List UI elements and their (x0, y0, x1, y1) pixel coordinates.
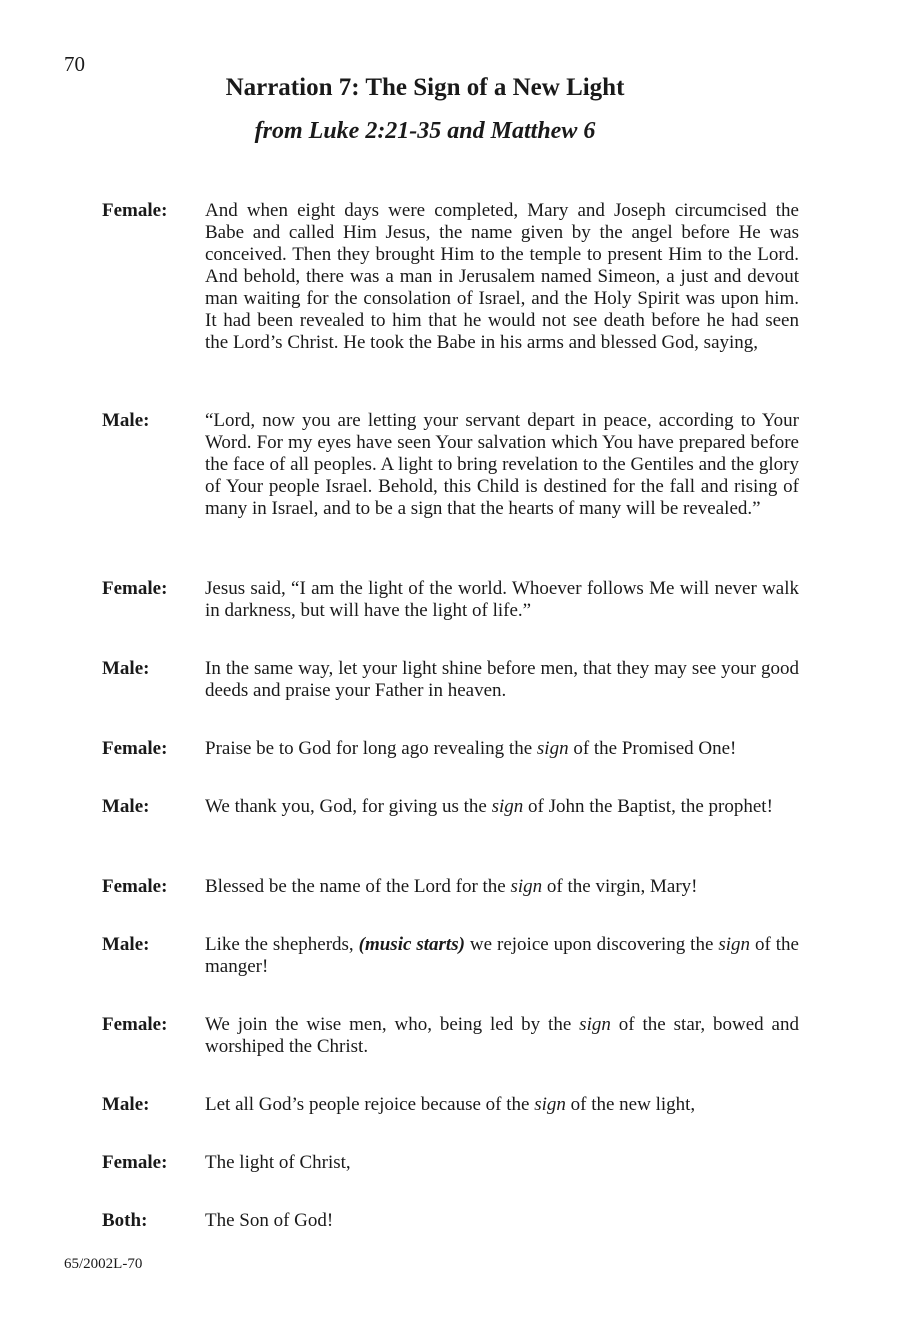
emphasis: sign (718, 934, 751, 955)
text-run: we rejoice upon discovering the (464, 934, 719, 955)
text-run: We join the wise men, who, being led by the (205, 1014, 580, 1035)
text-run: The Son of God! (205, 1210, 334, 1231)
speaker-label: Male: (102, 658, 150, 679)
emphasis: sign (536, 738, 569, 759)
text-run: of the Promised One! (568, 738, 737, 759)
dialogue-text (205, 578, 799, 622)
text-run: of the manger! (205, 934, 799, 977)
text-run: of John the Baptist, the prophet! (523, 796, 773, 817)
page-title: Narration 7: The Sign of a New Light (225, 74, 625, 101)
emphasis: sign (491, 796, 524, 817)
text-run: “Lord, now you are letting your servant depart in peace, according to Your Word. For my eyes have seen Your salvation which You have prepared before the face of all peoples. A light to bring revelation to the Gentiles and the glory of Your people Israel. Behold, this Child is destined for the fall and rising of many in Israel, and to be a sign that the hearts of many will be revealed.” (205, 410, 799, 519)
speaker-label: Female: (102, 1152, 168, 1173)
emphasis: sign (510, 876, 543, 897)
dialogue-text (205, 796, 799, 818)
dialogue-text (205, 200, 799, 354)
dialogue-text (205, 1014, 799, 1058)
speaker-label: Male: (102, 796, 150, 817)
speaker-label: Female: (102, 738, 168, 759)
text-run: Blessed be the name of the Lord for the (205, 876, 511, 897)
dialogue-text (205, 410, 799, 520)
dialogue-text (205, 658, 799, 702)
text-run: We thank you, God, for giving us the (205, 796, 492, 817)
text-run: The light of Christ, (205, 1152, 351, 1173)
speaker-label: Female: (102, 578, 168, 599)
text-run: Let all God’s people rejoice because of the (205, 1094, 535, 1115)
text-run: Jesus said, “I am the light of the world. Whoever follows Me will never walk in darkness, but will have the light of life.” (205, 578, 799, 621)
speaker-label: Female: (102, 1014, 168, 1035)
dialogue-text (205, 876, 799, 898)
speaker-label: Female: (102, 876, 168, 897)
speaker-label: Female: (102, 200, 168, 221)
text-run: Like the shepherds, (205, 934, 359, 955)
stage-direction: (music starts) (358, 934, 465, 955)
dialogue-text (205, 1210, 799, 1232)
speaker-label: Male: (102, 1094, 150, 1115)
emphasis: sign (579, 1014, 611, 1035)
dialogue-text (205, 1094, 799, 1116)
page-subtitle: from Luke 2:21-35 and Matthew 6 (254, 118, 596, 144)
page-footer: 65/2002L-70 (64, 1256, 143, 1272)
text-run: Praise be to God for long ago revealing the (205, 738, 537, 759)
speaker-label: Male: (102, 410, 150, 431)
speaker-label: Male: (102, 934, 150, 955)
emphasis: sign (534, 1094, 566, 1115)
text-run: In the same way, let your light shine before men, that they may see your good deeds and praise your Father in heaven. (205, 658, 799, 701)
speaker-label: Both: (102, 1210, 148, 1231)
text-run: of the virgin, Mary! (542, 876, 698, 897)
dialogue-text (205, 738, 799, 760)
text-run: of the new light, (565, 1094, 696, 1115)
dialogue-text (205, 1152, 799, 1174)
text-run: And when eight days were completed, Mary and Joseph circumcised the Babe and called Him Jesus, the name given by the angel before He was conceived. Then they brought Him to the temple to present Him to the Lord. And behold, there was a man in Jerusalem named Simeon, a just and devout man waiting for the consolation of Israel, and the Holy Spirit was upon him. It had been revealed to him that he would not see death before he had seen the Lord’s Christ. He took the Babe in his arms and blessed God, saying, (205, 200, 799, 353)
text-run: of the star, bowed and worshiped the Christ. (205, 1014, 799, 1057)
page-number: 70 (64, 52, 85, 76)
dialogue-text (205, 934, 799, 978)
